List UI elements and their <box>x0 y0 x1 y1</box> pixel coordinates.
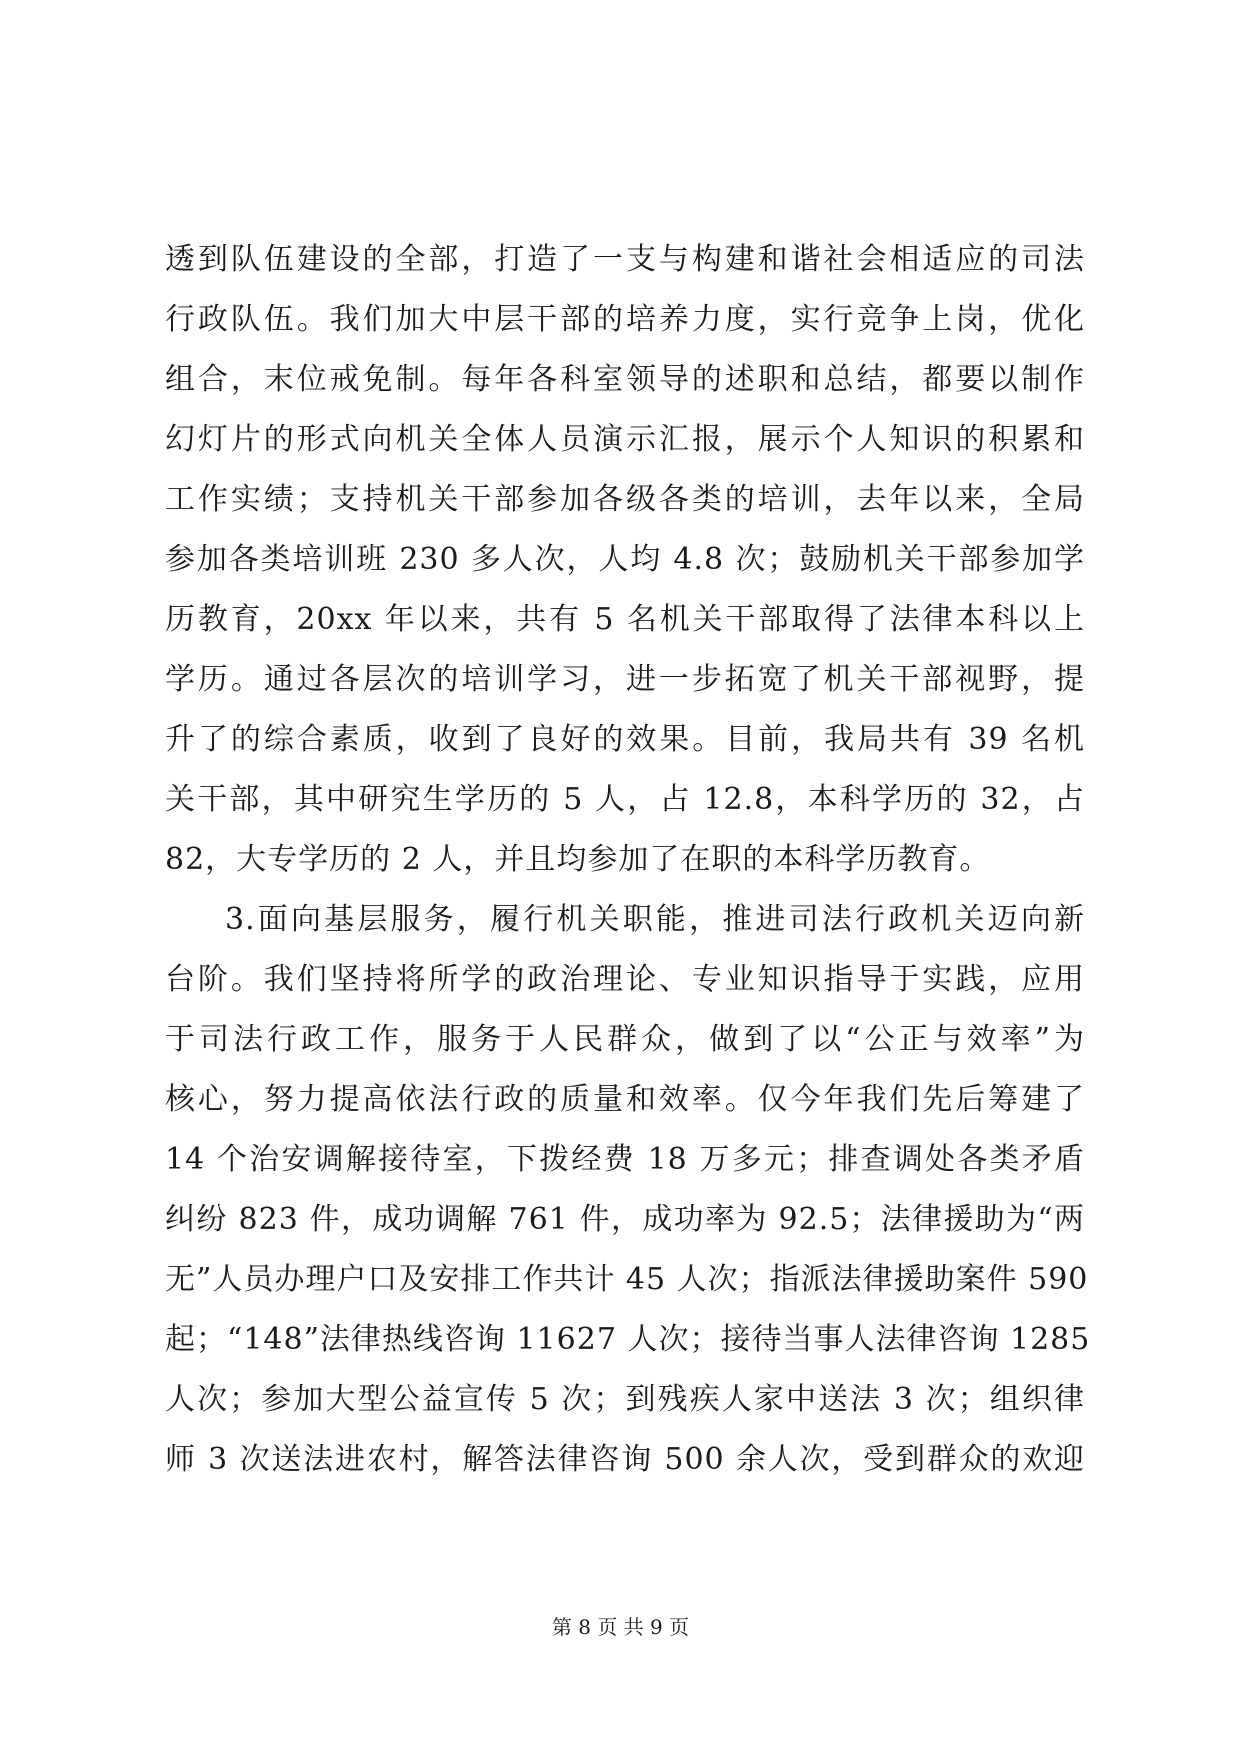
page-number: 第 8 页 共 9 页 <box>551 1615 690 1639</box>
text-line: 无”人员办理户口及安排工作共计 45 人次；指派法律援助案件 590 <box>165 1262 1089 1297</box>
text-line: 14 个治安调解接待室，下拨经费 18 万多元；排查调处各类矛盾 <box>165 1142 1085 1177</box>
text-line: 组合，末位戒免制。每年各科室领导的述职和总结，都要以制作 <box>165 362 1085 397</box>
document-body <box>165 230 1091 1490</box>
text-line: 于司法行政工作，服务于人民群众，做到了以“公正与效率”为 <box>165 1022 1085 1057</box>
text-line: 人次；参加大型公益宣传 5 次；到残疾人家中送法 3 次；组织律 <box>165 1382 1085 1417</box>
text-line: 行政队伍。我们加大中层干部的培养力度，实行竞争上岗，优化 <box>165 302 1085 337</box>
paragraph-1 <box>165 230 1085 890</box>
text-line: 学历。通过各层次的培训学习，进一步拓宽了机关干部视野，提 <box>165 662 1085 697</box>
text-line: 透到队伍建设的全部，打造了一支与构建和谐社会相适应的司法 <box>165 242 1085 277</box>
text-line: 升了的综合素质，收到了良好的效果。目前，我局共有 39 名机 <box>165 722 1085 757</box>
text-line: 幻灯片的形式向机关全体人员演示汇报，展示个人知识的积累和 <box>165 422 1085 457</box>
text-line: 历教育，20xx 年以来，共有 5 名机关干部取得了法律本科以上 <box>165 602 1085 637</box>
text-line: 核心，努力提高依法行政的质量和效率。仅今年我们先后筹建了 <box>165 1082 1085 1117</box>
text-line: 关干部，其中研究生学历的 5 人，占 12.8，本科学历的 32，占 <box>165 782 1085 817</box>
text-line: 台阶。我们坚持将所学的政治理论、专业知识指导于实践，应用 <box>165 962 1085 997</box>
text-line: 起；“148”法律热线咨询 11627 人次；接待当事人法律咨询 1285 <box>165 1322 1091 1357</box>
text-line: 参加各类培训班 230 多人次，人均 4.8 次；鼓励机关干部参加学 <box>165 542 1085 577</box>
text-line: 纠纷 823 件，成功调解 761 件，成功率为 92.5；法律援助为“两 <box>165 1202 1085 1237</box>
text-line: 工作实绩；支持机关干部参加各级各类的培训，去年以来，全局 <box>165 482 1085 517</box>
text-line: 师 3 次送法进农村，解答法律咨询 500 余人次，受到群众的欢迎 <box>165 1442 1085 1477</box>
text-line: 82，大专学历的 2 人，并且均参加了在职的本科学历教育。 <box>165 842 991 877</box>
paragraph-2 <box>165 890 1091 1490</box>
text-line: 3.面向基层服务，履行机关职能，推进司法行政机关迈向新 <box>225 902 1085 937</box>
